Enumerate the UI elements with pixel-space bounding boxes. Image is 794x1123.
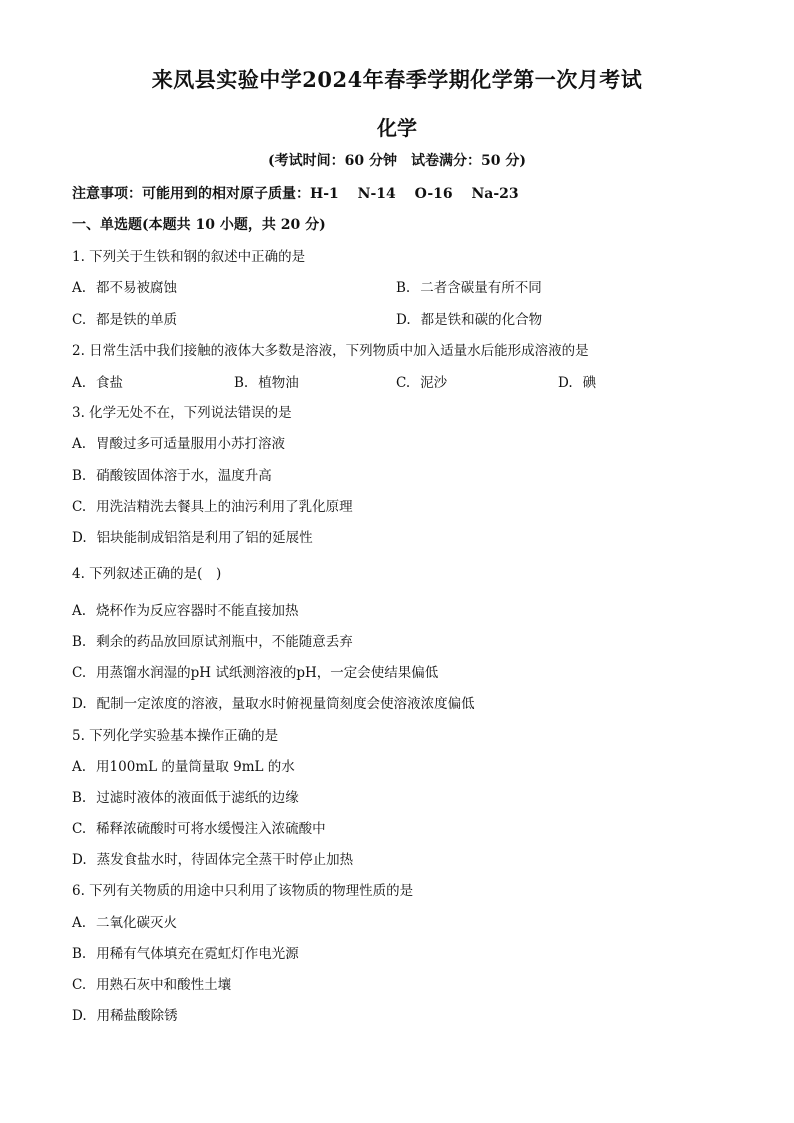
question-2-stem: 2. 日常生活中我们接触的液体大多数是溶液，下列物质中加入适量水后能形成溶液的是 bbox=[72, 343, 589, 359]
section-heading: 一、单选题(本题共 10 小题，共 20 分) bbox=[72, 217, 326, 233]
notice-line: 注意事项：可能用到的相对原子质量：H-1 N-14 O-16 Na-23 bbox=[72, 186, 519, 202]
q1-option-c: C. 都是铁的单质 bbox=[72, 312, 178, 328]
q5-option-a: A. 用100mL 的量筒量取 9mL 的水 bbox=[72, 759, 295, 775]
q3-option-d: D. 铝块能制成铝箔是利用了铝的延展性 bbox=[72, 530, 313, 546]
q6-option-d: D. 用稀盐酸除锈 bbox=[72, 1008, 178, 1024]
q5-option-b: B. 过滤时液体的液面低于滤纸的边缘 bbox=[72, 790, 299, 806]
question-1-stem: 1. 下列关于生铁和钢的叙述中正确的是 bbox=[72, 249, 306, 265]
q6-option-b: B. 用稀有气体填充在霓虹灯作电光源 bbox=[72, 946, 299, 962]
question-6-stem: 6. 下列有关物质的用途中只利用了该物质的物理性质的是 bbox=[72, 883, 414, 899]
q4-option-a: A. 烧杯作为反应容器时不能直接加热 bbox=[72, 603, 299, 619]
q4-option-d: D. 配制一定浓度的溶液，量取水时俯视量筒刻度会使溶液浓度偏低 bbox=[72, 696, 475, 712]
q2-option-b: B. 植物油 bbox=[234, 375, 299, 391]
q6-option-a: A. 二氧化碳灭火 bbox=[72, 915, 178, 931]
q2-option-d: D. 碘 bbox=[558, 375, 597, 391]
q2-option-a: A. 食盐 bbox=[72, 375, 124, 391]
q1-option-a: A. 都不易被腐蚀 bbox=[72, 280, 178, 296]
q4-option-b: B. 剩余的药品放回原试剂瓶中，不能随意丢弃 bbox=[72, 634, 353, 650]
q3-option-b: B. 硝酸铵固体溶于水，温度升高 bbox=[72, 468, 272, 484]
q2-option-c: C. 泥沙 bbox=[396, 375, 448, 391]
q4-option-c: C. 用蒸馏水润湿的pH 试纸测溶液的pH，一定会使结果偏低 bbox=[72, 665, 439, 681]
exam-title: 来凤县实验中学2024年春季学期化学第一次月考试 bbox=[151, 67, 643, 92]
q5-option-d: D. 蒸发食盐水时，待固体完全蒸干时停止加热 bbox=[72, 852, 354, 868]
q1-option-b: B. 二者含碳量有所不同 bbox=[396, 280, 542, 296]
exam-meta: (考试时间：60 分钟 试卷满分：50 分) bbox=[268, 153, 526, 169]
question-5-stem: 5. 下列化学实验基本操作正确的是 bbox=[72, 728, 279, 744]
question-4-stem: 4. 下列叙述正确的是( ) bbox=[72, 566, 222, 582]
q6-option-c: C. 用熟石灰中和酸性土壤 bbox=[72, 977, 232, 993]
subject-heading: 化学 bbox=[377, 116, 417, 140]
question-3-stem: 3. 化学无处不在，下列说法错误的是 bbox=[72, 405, 292, 421]
q1-option-d: D. 都是铁和碳的化合物 bbox=[396, 312, 543, 328]
q3-option-c: C. 用洗洁精洗去餐具上的油污利用了乳化原理 bbox=[72, 499, 353, 515]
q3-option-a: A. 胃酸过多可适量服用小苏打溶液 bbox=[72, 436, 286, 452]
q5-option-c: C. 稀释浓硫酸时可将水缓慢注入浓硫酸中 bbox=[72, 821, 326, 837]
